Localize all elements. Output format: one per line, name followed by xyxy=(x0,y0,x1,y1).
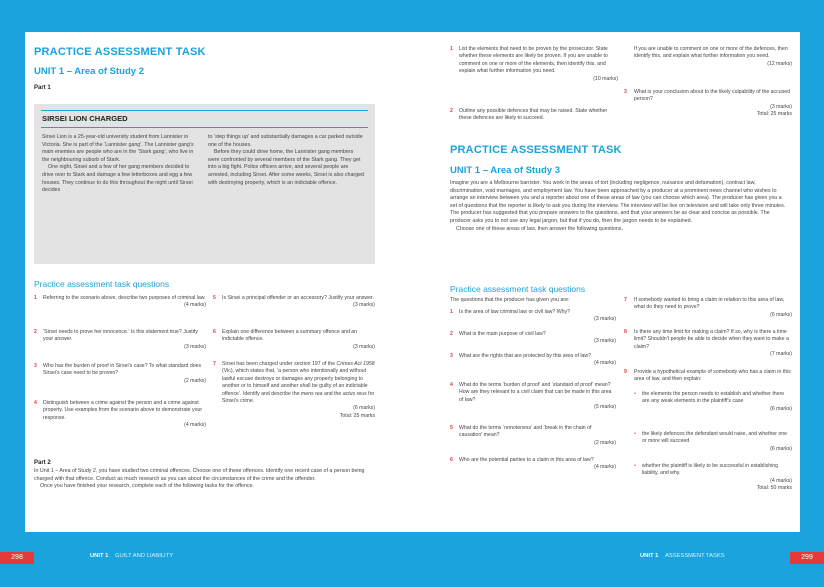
footer-section: ASSESSMENT TASKS xyxy=(664,553,725,559)
case-box xyxy=(34,104,375,264)
question-text: If you are unable to comment on one or more of the defences, then identify this, and explain what further information you need. xyxy=(634,46,788,60)
bullet-dot: • xyxy=(634,463,636,469)
part-1-label: Part 1 xyxy=(34,85,51,91)
question-1 xyxy=(34,295,206,310)
question-text: Is the area of law criminal law or civil law? Why? xyxy=(459,309,570,315)
question-marks: (7 marks) xyxy=(770,351,792,358)
question-marks: (3 marks) xyxy=(353,343,375,350)
question-marks: (3 marks) xyxy=(770,103,792,110)
question-number: 8 xyxy=(624,329,627,335)
question-marks: (10 marks) xyxy=(593,75,618,82)
part-2-paragraph: In Unit 1 – Area of Study 2, you have studied two criminal offences. Choose one of these offences. Identify one recent case of a person being charged with that offence. Conduct as much research as you can about the circumstances of the crime and the offender. xyxy=(34,468,365,482)
case-title-rule xyxy=(41,127,368,128)
question-text: What is your conclusion about to the likely culpability of the accused person? xyxy=(634,89,790,103)
questions-intro: The questions that the producer has given you are: xyxy=(450,297,570,303)
question-marks: (6 marks) xyxy=(353,405,375,412)
bullet-text: the likely defences the defendant would raise, and whether one or more will succeed xyxy=(642,431,788,445)
question-marks: (12 marks) xyxy=(767,60,792,67)
question-1 xyxy=(450,309,616,324)
question-number: 3 xyxy=(624,89,627,95)
top-question-3 xyxy=(624,89,792,119)
term-actus-reus: actus reus xyxy=(342,390,367,397)
total-marks: Total: 50 marks xyxy=(756,485,792,492)
footer-unit: UNIT 1 xyxy=(640,553,659,559)
part-2-label: Part 2 xyxy=(34,460,51,466)
question-text: If somebody wanted to bring a claim in relation to this area of law, what do they need to prove? xyxy=(634,297,785,311)
question-marks: (4 marks) xyxy=(184,302,206,309)
question-marks: (3 marks) xyxy=(594,338,616,345)
bullet-item xyxy=(634,431,792,453)
bullet-dot: • xyxy=(634,391,636,397)
questions-heading: Practice assessment task questions xyxy=(450,284,586,294)
part-2-text xyxy=(34,468,374,491)
case-top-rule xyxy=(41,110,368,111)
question-text: What are the rights that are protected by this area of law? xyxy=(459,353,592,359)
question-2 xyxy=(450,331,616,346)
bullet-marks: (6 marks) xyxy=(770,405,792,412)
question-number: 1 xyxy=(34,295,37,301)
question-text-part: and the xyxy=(322,390,343,397)
question-number: 7 xyxy=(624,297,627,303)
question-text-part: (Vic), which states that, ‘a person who intentionally and without lawful excuse destroys or damages any property belonging to another or to himself and another shall be guilty of an indictable offence’. Identify and describe the xyxy=(222,368,368,397)
left-page-number: 298 xyxy=(0,552,34,564)
unit-heading: UNIT 1 – Area of Study 2 xyxy=(34,66,144,77)
question-text: Is Sirsei a principal offender or an accessory? Justify your answer. xyxy=(222,295,374,301)
top-question-2 xyxy=(450,108,618,123)
question-text xyxy=(222,361,375,405)
question-9 xyxy=(624,369,792,384)
question-text: Referring to the scenario above, describe two purposes of criminal law. xyxy=(43,295,206,301)
question-text: What is the main purpose of civil law? xyxy=(459,331,546,337)
question-7 xyxy=(624,297,792,319)
right-page-number: 299 xyxy=(790,552,824,564)
question-text: Explain one difference between a summary offence and an indictable offence. xyxy=(222,329,358,343)
question-marks: (3 marks) xyxy=(353,302,375,309)
question-marks: (6 marks) xyxy=(770,311,792,318)
question-4 xyxy=(450,382,616,412)
question-marks: (2 marks) xyxy=(594,439,616,446)
question-marks: (4 marks) xyxy=(594,360,616,367)
question-text: Outline any possible defences that may be raised. State whether these defences are likely to succeed. xyxy=(459,108,608,122)
question-text: Who are the potential parties to a claim in this area of law? xyxy=(459,457,594,463)
act-title: Crimes Act 1958 xyxy=(336,361,375,367)
question-5 xyxy=(213,295,375,310)
question-number: 6 xyxy=(213,329,216,335)
question-number: 4 xyxy=(34,400,37,406)
bullet-text: the elements the person needs to establish and whether there are any weak elements in the plaintiff’s case xyxy=(642,391,785,405)
question-marks: (4 marks) xyxy=(184,422,206,429)
bullet-marks: (4 marks) xyxy=(770,477,792,484)
question-text: Who has the burden of proof in Sirsei’s case? To what standard does Sirsei’s case need to be proven? xyxy=(43,363,202,377)
question-number: 3 xyxy=(34,363,37,369)
bullet-item xyxy=(634,463,792,493)
question-3 xyxy=(450,353,616,368)
question-text: Is there any time limit for making a claim? If so, why is there a time limit? Shouldn’t people be able to decide when they want to make a claim? xyxy=(634,329,789,350)
total-marks: Total: 25 marks xyxy=(756,111,792,118)
question-number: 5 xyxy=(450,425,453,431)
question-number: 3 xyxy=(450,353,453,359)
question-number: 1 xyxy=(450,46,453,52)
top-question-1 xyxy=(450,46,618,83)
question-number: 4 xyxy=(450,382,453,388)
case-paragraph-2: One night, Sirsei and a few of her gang members decided to drive over to Stark and damage a few letterboxes and egg a few houses. They continue to do this throughout the night until Sirsei decides xyxy=(42,164,193,194)
question-text: What do the terms ‘burden of proof’ and ‘standard of proof’ mean? How are they relevant to a civil claim that can be made in this area of law? xyxy=(459,382,612,403)
top-question-2-continued xyxy=(624,46,792,68)
case-paragraph-3: to ‘step things up’ and substantially damages a car parked outside one of the houses. xyxy=(208,134,363,148)
question-marks: (3 marks) xyxy=(184,343,206,350)
intro-paragraph-2: Choose one of these areas of law, then answer the following questions. xyxy=(456,225,623,232)
case-paragraph-4: Before they could drive home, the Lannister gang members were confronted by several members of the Stark gang. They get into a big fight. Police officers arrive, and several people are arrested, including Sirsei. After some weeks, Sirsei is also charged with destroying property, which is an indictable offence. xyxy=(208,149,365,186)
footer-unit: UNIT 1 xyxy=(90,553,109,559)
right-footer xyxy=(640,553,725,559)
question-2 xyxy=(34,329,206,351)
question-text: Provide a hypothetical example of somebody who has a claim in this area of law, and then explain: xyxy=(634,369,791,383)
question-4 xyxy=(34,400,206,430)
case-text-col2 xyxy=(208,134,366,187)
question-3 xyxy=(34,363,206,385)
question-number: 2 xyxy=(450,108,453,114)
question-text: What do the terms ‘remoteness’ and ‘break in the chain of causation’ mean? xyxy=(459,425,592,439)
bullet-marks: (6 marks) xyxy=(770,445,792,452)
question-number: 5 xyxy=(213,295,216,301)
total-marks: Total: 25 marks xyxy=(339,412,375,419)
bullet-dot: • xyxy=(634,431,636,437)
question-text-part: Sirsei has been charged under section 197 of the xyxy=(222,361,337,367)
question-marks: (5 marks) xyxy=(594,404,616,411)
case-paragraph-1: Sirsei Lion is a 25-year-old university student from Lannister in Victoria. She is part of the ‘Lannister gang’. The Lannister gang’s main enemies are people who are in the ‘Stark gang’, who live in the neighbouring suburb of Stark. xyxy=(42,134,194,163)
question-marks: (4 marks) xyxy=(594,464,616,471)
case-text-col1 xyxy=(42,134,202,195)
intro-paragraph: Imagine you are a Melbourne barrister. You work in the areas of tort (including negligence, nuisance and defamation), contract law, discrimination, void marriages, and employment law. You have been approached by a producer at a prominent news channel who wishes to arrange an interview between you and a reporter about one of these areas of law (you can choose which area). The producer has given you a set of questions that the reporter is likely to ask you during the interview. The interview will be live on television and will take only three minutes. The producer has suggested that you prepare answers to the questions, and that your answers be as clear and concise as possible. The producer asks you to not use any legal jargon, but that if you do, then the jargon needs to be explained. xyxy=(450,180,786,224)
question-6 xyxy=(213,329,375,351)
question-text: List the elements that need to be proven by the prosecutor. State whether these elements are likely be proven. If you are unable to comment on one or more of the elements, then identify this, and explain what further information you need. xyxy=(459,46,608,75)
question-text: Distinguish between a crime against the person and a crime against property. Use examples from the scenario above to demonstrate your response. xyxy=(43,400,203,421)
question-number: 2 xyxy=(450,331,453,337)
left-page xyxy=(25,32,414,532)
question-number: 6 xyxy=(450,457,453,463)
question-number: 7 xyxy=(213,361,216,367)
page-title: PRACTICE ASSESSMENT TASK xyxy=(450,144,622,156)
page-title: PRACTICE ASSESSMENT TASK xyxy=(34,46,206,58)
question-text-part: for Sirsei’s crime. xyxy=(222,390,375,405)
intro-text xyxy=(450,180,790,233)
question-number: 2 xyxy=(34,329,37,335)
part-2-paragraph-2: Once you have finished your research, complete each of the following tasks for the offence. xyxy=(40,483,254,490)
question-marks: (2 marks) xyxy=(184,377,206,384)
case-title: SIRSEI LION CHARGED xyxy=(42,114,128,123)
left-footer xyxy=(90,553,173,559)
questions-heading: Practice assessment task questions xyxy=(34,279,170,289)
term-mens-rea: mens rea xyxy=(300,390,323,397)
bullet-item xyxy=(634,391,792,413)
question-7 xyxy=(213,361,375,420)
question-8 xyxy=(624,329,792,359)
footer-section: GUILT AND LIABILITY xyxy=(114,553,174,559)
question-marks: (3 marks) xyxy=(594,316,616,323)
unit-heading: UNIT 1 – Area of Study 3 xyxy=(450,165,560,176)
question-number: 1 xyxy=(450,309,453,315)
question-number: 9 xyxy=(624,369,627,375)
bullet-text: whether the plaintiff is likely to be successful in establishing liability, and why. xyxy=(642,463,779,477)
question-text: ‘Sirsei needs to prove her innocence.’ Is this statement true? Justify your answer. xyxy=(43,329,198,343)
question-6 xyxy=(450,457,616,472)
question-5 xyxy=(450,425,616,447)
right-page xyxy=(414,32,800,532)
